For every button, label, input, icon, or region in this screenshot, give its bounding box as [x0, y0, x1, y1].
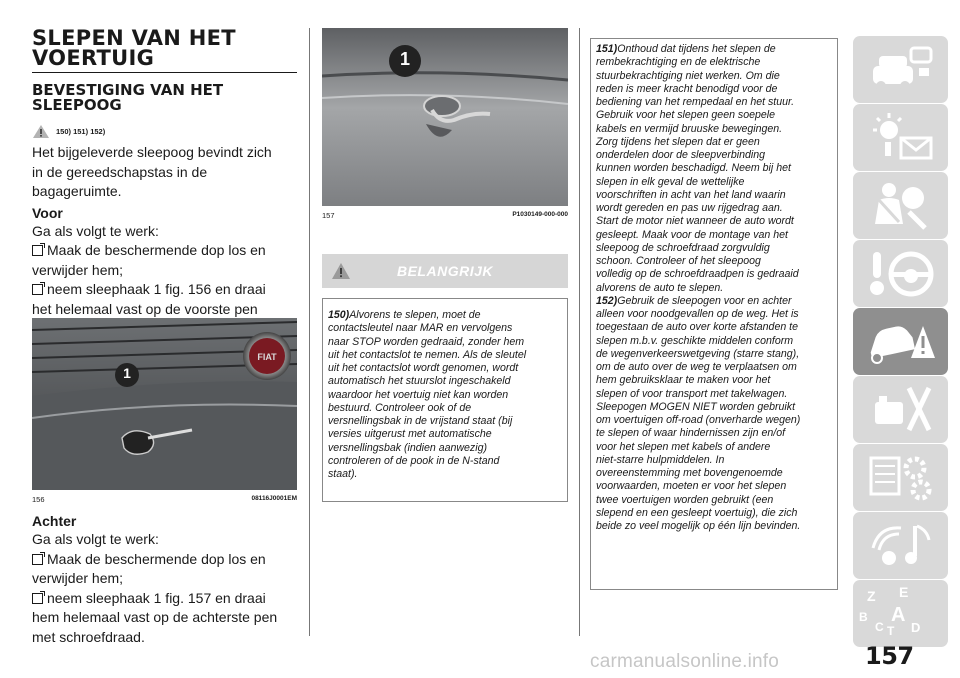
note-line: om voertuigen off-road (onverharde wegen): [596, 414, 801, 426]
note-line: sleepoog de schroefdraad zorgvuldig: [596, 241, 770, 254]
note-151: [596, 43, 832, 295]
note-line: bestuurd. Controleer ook of de: [328, 401, 472, 414]
note-line: voorschriften in acht van het land waarin: [596, 188, 786, 201]
note-line: bediening van het rempedaal en het stuur.: [596, 96, 795, 108]
section-subtitle: BEVESTIGING VAN HET SLEEPOOG: [32, 81, 224, 114]
note-line: de wegenverkeerswetgeving (starre stang),: [596, 347, 800, 360]
index-letter: C: [875, 620, 884, 634]
note-line: wordt gereden en pas uw rijgedrag aan.: [596, 202, 783, 214]
callout-number: 1: [123, 365, 131, 381]
intro-line: in de gereedschapstas in de: [32, 163, 208, 180]
important-banner: [322, 254, 568, 288]
reference-numbers: 150) 151) 152): [56, 126, 106, 136]
watermark: carmanualsonline.info: [590, 651, 780, 672]
note-line: toegestaan de auto over korte afstanden te: [596, 321, 799, 334]
note-line: versnellingsbak (indien aanwezig): [328, 441, 487, 454]
seatbelt-airbag-icon: [865, 178, 937, 234]
multimedia-icon: [865, 518, 937, 574]
figure-number: 156: [32, 495, 45, 504]
column-divider: [309, 28, 310, 636]
rear-lead: Ga als volgt te werk:: [32, 531, 159, 547]
note-reference: 150): [328, 309, 350, 321]
warning-references: [32, 123, 297, 139]
note-line: overeenstemming met bovengenoemde: [596, 467, 783, 479]
front-step-1: Maak de beschermende dop los en verwijder hem;: [32, 242, 266, 278]
note-line: alvorens de auto te slepen.: [596, 281, 724, 294]
note-line: Zorg tijdens het slepen dat er geen: [596, 135, 760, 148]
figure-code: P1030149-000-000: [512, 211, 568, 218]
note-line: beide zo veel mogelijk op één lijn bevinden.: [596, 520, 801, 532]
important-label: BELANGRIJK: [396, 263, 493, 279]
note-152: [596, 295, 832, 534]
note-line: automatisch het stuurslot ingeschakeld: [328, 375, 511, 388]
fiat-logo-text: FIAT: [257, 352, 277, 362]
tab-vehicle-knowledge[interactable]: [853, 36, 948, 103]
note-line: staat).: [328, 468, 358, 480]
note-line: uit het contactslot te nemen. Als de sleutel: [328, 348, 527, 361]
note-line: schoon. Controleer of het sleepoog: [596, 255, 761, 267]
column-divider: [579, 28, 580, 636]
note-line: Onthoud dat tijdens het slepen de: [617, 43, 776, 55]
note-line: kunnen worden beschadigd. Neem bij het: [596, 162, 791, 175]
note-line: kabels en vermijd bruuske bewegingen.: [596, 122, 783, 135]
index-letter: D: [911, 620, 921, 635]
note-line: Gebruik de sleepogen voor en achter: [617, 294, 792, 307]
maintenance-tools-icon: [865, 382, 937, 438]
figure-156-caption: [32, 495, 297, 504]
technical-data-gears-icon: [865, 450, 937, 506]
note-line: rembekrachtiging en de elektrische: [596, 56, 761, 69]
note-line: controleren of de pook in de N-stand: [328, 454, 500, 467]
rear-step-1: Maak de beschermende dop los en verwijder hem;: [32, 550, 266, 586]
note-150: [328, 309, 562, 481]
note-line: naar STOP worden gedraaid, zonder hem: [328, 335, 525, 348]
note-line: gesleept. Maak voor de montage van het: [596, 228, 788, 241]
warning-triangle-icon: [32, 124, 50, 139]
note-line: slepen in elk geval de wettelijke: [596, 175, 745, 188]
emergency-breakdown-icon: [865, 314, 937, 370]
note-line: om de auto over de weg te verplaatsen om: [596, 361, 797, 373]
figure-number: 157: [322, 211, 335, 220]
note-line: twee voertuigen worden gebruikt (een: [596, 493, 774, 506]
note-line: Gebruik voor het slepen geen soepele: [596, 109, 776, 122]
note-line: hem gebruiksklaar te maken voor het: [596, 374, 771, 387]
note-line: te slepen of waar hindernissen zijn en/of: [596, 427, 786, 440]
tab-safety[interactable]: [853, 172, 948, 239]
tab-multimedia[interactable]: [853, 512, 948, 579]
car-dashboard-icon: [865, 42, 937, 98]
bullet-icon: [32, 554, 43, 565]
tab-maintenance[interactable]: [853, 376, 948, 443]
note-line: versnellingsbak in de vrijstand staat (bij: [328, 415, 513, 427]
front-heading: Voor: [32, 204, 63, 221]
figure-157-caption: [322, 211, 568, 220]
note-line: niet-starre hulpmiddelen. In: [596, 453, 725, 466]
title-divider: [32, 72, 297, 73]
front-step-2: neem sleephaak 1 fig. 156 en draai het helemaal vast op de voorste pen: [32, 281, 266, 317]
tab-technical-data[interactable]: [853, 444, 948, 511]
warning-lights-message-icon: [865, 110, 937, 166]
intro-line: Het bijgeleverde sleepoog bevindt zich: [32, 144, 272, 160]
index-letter: E: [899, 584, 909, 600]
note-150-box: [322, 298, 568, 502]
index-letter: B: [859, 610, 868, 624]
front-lead: Ga als volgt te werk:: [32, 222, 159, 239]
rear-step-2: neem sleephaak 1 fig. 157 en draai hem helemaal vast op de achterste pen met schroefdraad.: [32, 589, 278, 645]
note-line: alleen voor noodgevallen op de weg. Het is: [596, 308, 799, 320]
key-steering-wheel-icon: [865, 246, 937, 302]
note-line: contactsleutel naar MAR en vervolgens: [328, 322, 513, 335]
note-line: uit het contactslot wordt genomen, wordt: [328, 362, 519, 374]
tab-starting-driving[interactable]: [853, 240, 948, 307]
figure-156-front-tow-hook-photo: [32, 318, 297, 490]
page-number: 157: [865, 642, 914, 670]
note-line: waardoor het voertuig niet kan worden: [328, 388, 509, 401]
tab-index[interactable]: [853, 580, 948, 647]
note-line: reden is meer kracht benodigd voor de: [596, 82, 778, 95]
index-letter: T: [887, 624, 895, 638]
figure-code: 08116J0001EM: [251, 495, 297, 502]
bullet-icon: [32, 245, 43, 256]
note-line: slepen of voor transport met takelwagen.: [596, 387, 788, 400]
bullet-icon: [32, 284, 43, 295]
note-reference: 151): [596, 43, 618, 55]
note-line: onderdelen door de sleepverbinding: [596, 149, 766, 161]
note-line: versies uitgerust met automatische: [328, 428, 492, 441]
note-line: Start de motor niet wanneer de auto wordt: [596, 215, 794, 228]
note-line: slepen m.b.v. geschikte middelen conform: [596, 334, 794, 347]
left-column: [32, 28, 297, 339]
figure-157-rear-tow-hook-photo: [322, 28, 568, 206]
note-line: slepend en een gesleept voertuig), die zich: [596, 506, 798, 519]
note-line: voorwaarden, moeten er voor het slepen: [596, 480, 787, 493]
callout-number: 1: [399, 49, 410, 69]
section-title: SLEPEN VAN HET VOERTUIG: [32, 26, 236, 70]
index-letter: Z: [867, 588, 876, 604]
bullet-icon: [32, 593, 43, 604]
note-line: voor het slepen met kabels of andere: [596, 440, 771, 453]
rear-heading: Achter: [32, 513, 77, 529]
rear-section: [32, 510, 297, 647]
note-line: stuurbekrachtiging niet werken. Om die: [596, 69, 780, 82]
index-letter: A: [891, 604, 906, 626]
notes-151-152-box: [590, 38, 838, 590]
note-line: volledig op de schroefdraadpen is gedraaid: [596, 268, 799, 281]
intro-line: bagageruimte.: [32, 183, 122, 199]
tab-emergency[interactable]: [853, 308, 948, 375]
note-line: Alvorens te slepen, moet de: [349, 309, 481, 321]
intro-paragraph: [32, 143, 297, 202]
note-reference: 152): [596, 294, 618, 307]
tab-warning-lights[interactable]: [853, 104, 948, 171]
note-line: Sleepogen MOGEN NIET worden gebruikt: [596, 400, 796, 413]
